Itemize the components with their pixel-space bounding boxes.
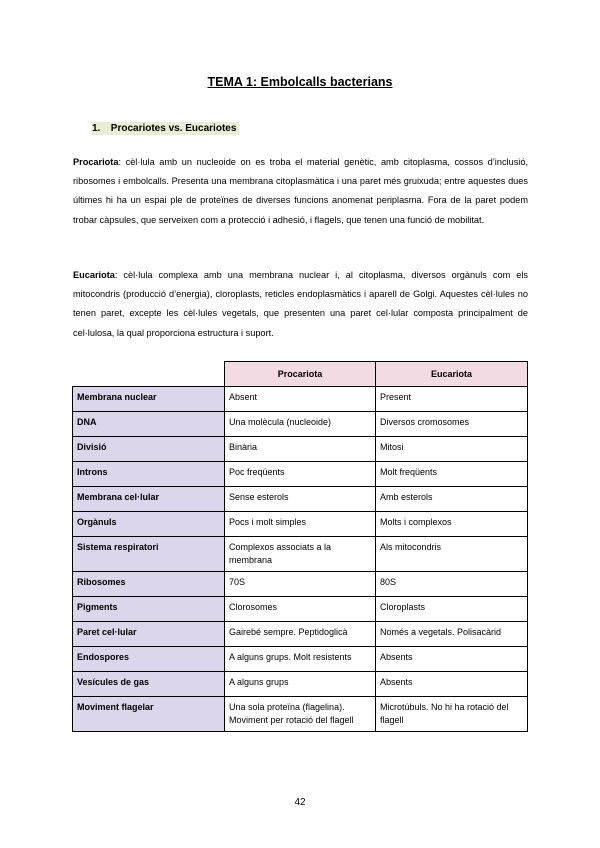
table-row (73, 412, 528, 437)
procariota-cell: Pocs i molt simples (225, 512, 376, 537)
table-row (73, 572, 528, 597)
procariota-cell: Absent (225, 387, 376, 412)
paragraph-procariota (73, 153, 528, 230)
row-header-cell: Divisió (73, 437, 225, 462)
procariota-cell: Complexos associats a la membrana (225, 537, 376, 572)
table-row (73, 387, 528, 412)
table-row (73, 512, 528, 537)
table-header-row (73, 362, 528, 387)
row-header-cell: Membrana cel·lular (73, 487, 225, 512)
table-row (73, 672, 528, 697)
paragraph-procariota-text: : cèl·lula amb un nucleoide on es troba el material genètic, amb citoplasma, cossos d’inclusió, ribosomes i embolcalls. Presenta una membrana citoplasmàtica i una paret més gruixuda; entre aquestes dues últimes hi ha un espai ple de proteïnes de diverses funcions anomenat periplasma. Fora de la paret podem trobar càpsules, que serveixen com a protecció i adhesió, i flagels, que tenen una funció de mobilitat. (73, 157, 528, 225)
procariota-cell: Una molècula (nucleoide) (225, 412, 376, 437)
row-header-cell: Endospores (73, 647, 225, 672)
paragraph-eucariota-text: : cèl·lula complexa amb una membrana nuclear i, al citoplasma, diversos orgànuls com els mitocondris (producció d’energia), cloroplasts, reticles endoplasmàtics i aparell de Golgi. Aquestes cèl·lules no tenen paret, excepte les cèl·lules vegetals, que presenten una paret cel·lular composta principalment de cel·lulosa, la qual proporciona estructura i suport. (73, 270, 528, 338)
table-row (73, 622, 528, 647)
row-header-cell: Orgànuls (73, 512, 225, 537)
eucariota-cell: Absents (376, 672, 528, 697)
procariota-cell: Binària (225, 437, 376, 462)
section-label: Procariotes vs. Eucariotes (110, 123, 237, 134)
procariota-cell: Clorosomes (225, 597, 376, 622)
eucariota-cell: Mitosi (376, 437, 528, 462)
header-procariota: Procariota (225, 362, 376, 387)
header-blank (73, 362, 225, 387)
procariota-cell: Poc freqüents (225, 462, 376, 487)
eucariota-cell: Amb esterols (376, 487, 528, 512)
table-row (73, 697, 528, 732)
eucariota-cell: Diversos cromosomes (376, 412, 528, 437)
eucariota-cell: Als mitocondris (376, 537, 528, 572)
table-row (73, 487, 528, 512)
row-header-cell: Introns (73, 462, 225, 487)
eucariota-cell: Cloroplasts (376, 597, 528, 622)
eucariota-cell: Present (376, 387, 528, 412)
table-row (73, 597, 528, 622)
header-eucariota: Eucariota (376, 362, 528, 387)
section-number: 1. (92, 123, 101, 134)
term-procariota: Procariota (73, 157, 119, 167)
table-row (73, 647, 528, 672)
procariota-cell: Sense esterols (225, 487, 376, 512)
eucariota-cell: Microtúbuls. No hi ha rotació del flagell (376, 697, 528, 732)
row-header-cell: Sistema respiratori (73, 537, 225, 572)
procariota-cell: A alguns grups. Molt resistents (225, 647, 376, 672)
row-header-cell: Moviment flagelar (73, 697, 225, 732)
procariota-cell: Gairebé sempre. Peptidoglicà (225, 622, 376, 647)
paragraph-eucariota (73, 266, 528, 343)
row-header-cell: Pigments (73, 597, 225, 622)
table-row (73, 437, 528, 462)
eucariota-cell: Només a vegetals. Polisacàrid (376, 622, 528, 647)
row-header-cell: DNA (73, 412, 225, 437)
comparison-table (72, 361, 528, 732)
section-heading (92, 122, 239, 135)
table-row (73, 462, 528, 487)
procariota-cell: A alguns grups (225, 672, 376, 697)
row-header-cell: Vesícules de gas (73, 672, 225, 697)
eucariota-cell: Absents (376, 647, 528, 672)
eucariota-cell: Molts i complexos (376, 512, 528, 537)
page-title: TEMA 1: Embolcalls bacterians (207, 75, 393, 89)
eucariota-cell: 80S (376, 572, 528, 597)
table-row (73, 537, 528, 572)
procariota-cell: Una sola proteïna (flagelina). Moviment per rotació del flagell (225, 697, 376, 732)
eucariota-cell: Molt freqüents (376, 462, 528, 487)
procariota-cell: 70S (225, 572, 376, 597)
row-header-cell: Paret cel·lular (73, 622, 225, 647)
term-eucariota: Eucariota (73, 270, 115, 280)
page-number: 42 (294, 797, 306, 808)
row-header-cell: Ribosomes (73, 572, 225, 597)
row-header-cell: Membrana nuclear (73, 387, 225, 412)
